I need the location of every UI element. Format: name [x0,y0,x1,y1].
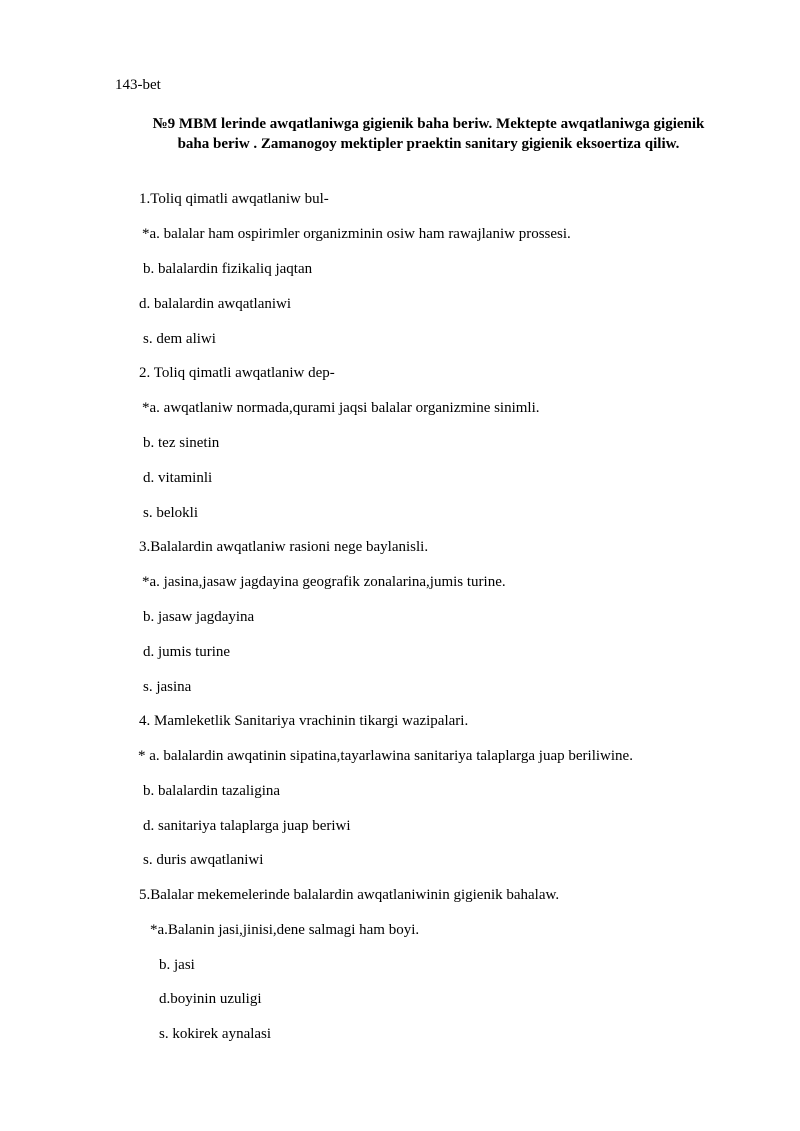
question-3-option-b: b. jasaw jagdayina [143,609,255,625]
question-4-option-s: s. duris awqatlaniwi [143,852,264,868]
question-3-option-a: *a. jasina,jasaw jagdayina geografik zonalarina,jumis turine. [142,574,506,590]
question-4-option-a: * a. balalardin awqatinin sipatina,tayarlawina sanitariya talaplarga juap beriliwine. [138,748,633,764]
question-1: 1.Toliq qimatli awqatlaniw bul- [139,191,329,207]
question-5: 5.Balalar mekemelerinde balalardin awqatlaniwinin gigienik bahalaw. [139,887,560,903]
heading-line-1: №9 MBM lerinde awqatlaniwga gigienik baha beriw. Mektepte awqatlaniwga gigienik [152,116,705,132]
question-4: 4. Mamleketlik Sanitariya vrachinin tikargi wazipalari. [139,713,469,729]
question-2: 2. Toliq qimatli awqatlaniw dep- [139,365,335,381]
question-5-option-b: b. jasi [159,957,195,973]
question-1-option-s: s. dem aliwi [143,331,216,347]
question-5-option-a: *a.Balanin jasi,jinisi,dene salmagi ham boyi. [150,922,420,938]
question-3-option-s: s. jasina [143,679,192,695]
question-2-option-b: b. tez sinetin [143,435,220,451]
question-1-option-b: b. balalardin fizikaliq jaqtan [143,261,313,277]
question-2-option-a: *a. awqatlaniw normada,qurami jaqsi balalar organizmine sinimli. [142,400,540,416]
document-heading [120,114,737,154]
question-4-option-d: d. sanitariya talaplarga juap beriwi [143,818,351,834]
question-3: 3.Balalardin awqatlaniw rasioni nege baylanisli. [139,539,429,555]
question-1-option-a: *a. balalar ham ospirimler organizminin osiw ham rawajlaniw prossesi. [142,226,571,242]
question-3-option-d: d. jumis turine [143,644,231,660]
question-5-option-s: s. kokirek aynalasi [159,1026,272,1042]
question-2-option-d: d. vitaminli [143,470,213,486]
question-1-option-d: d. balalardin awqatlaniwi [139,296,292,312]
heading-line-2: baha beriw . Zamanogoy mektipler praektin sanitary gigienik eksoertiza qiliw. [177,136,680,152]
question-5-option-d: d.boyinin uzuligi [159,991,262,1007]
page-number: 143-bet [115,77,161,93]
question-2-option-s: s. belokli [143,505,198,521]
question-4-option-b: b. balalardin tazaligina [143,783,281,799]
